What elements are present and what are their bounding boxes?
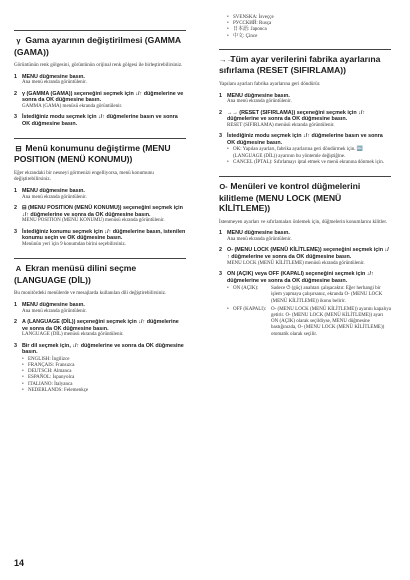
step-instruction: İstediğiniz modu seçmek için ↓/↑ düğmelerine basın ve sonra OK düğmesine basın. (227, 133, 383, 146)
step-3: 3 İstediğiniz konumu seçmek için ↓/↑ düğmelerine basın, istenilen konumu seçin ve OK düğmesine basın. Menünün yeri için 9 konumdan birini seçebilirsiniz. (14, 228, 186, 247)
step-2: 2 γ (GAMMA (GAMA)) seçeneğini seçmek için ↓/↑ düğmelerine ve sonra da OK düğmesine basın. GAMMA (GAMA) menüsü ekranda görüntülenir. (14, 91, 186, 111)
step-result: Ana menü ekranda görüntülenir. (22, 80, 87, 86)
reset-options-list (227, 147, 391, 166)
lock-options-list (227, 286, 391, 338)
section-title-menu-lock: O- Menüleri ve kontrol düğmelerini kilitleme (MENU LOCK (MENÜ KİLİTLEME)) (219, 180, 361, 214)
step-3: 3 İstediğiniz modu seçmek için ↓/↑ düğmelerine basın ve sonra OK düğmesine basın. (14, 114, 186, 127)
step-instruction: ⊟ (MENU POSITION (MENÜ KONUMU)) seçeneğini seçmek için ↓/↑ düğmelerine ve sonra da OK düğmesine basın. (22, 204, 183, 218)
step-result: Ana menü ekranda görüntülenir. (22, 194, 87, 200)
step-2: 2 A (LANGUAGE (DİL)) seçeneğini seçmek için ↓/↑ düğmelerine ve sonra da OK düğmesine basın. LANGUAGE (DİL) menüsü ekranda görüntülenir. (14, 319, 186, 339)
step-result: MENU POSITION (MENÜ KONUMU) menüsü ekranda görüntülenir. (22, 218, 165, 224)
step-result: RESET (SIFIRLAMA) menüsü ekranda görüntülenir. (227, 122, 335, 128)
right-column (219, 14, 391, 350)
list-item: • NEDERLANDS: Felemenkçe (22, 388, 186, 394)
step-3: 3 İstediğiniz modu seçmek için ↓/↑ düğmelerine basın ve sonra OK düğmesine basın. • OK: Yapılan ayarları, fabrika ayarlarına geri döndürmek için. 🔤 (LANGUAGE (DİL)) ayarının bu yöntemle değiştiğine. • CANCEL (İPTAL): Sıfırlamayı iptal etmek ve menü ekranına dönmek için. (219, 133, 391, 166)
step-instruction: MENU düğmesine basın. (227, 92, 290, 99)
step-instruction: →→ (RESET (SIFIRLAMA)) seçeneğini seçmek için ↓/↑ düğmelerine ve sonra da OK düğmesine basın. (227, 109, 366, 123)
step-instruction: İstediğiniz konumu seçmek için ↓/↑ düğmelerine basın, istenilen konumu seçin ve OK düğmesine basın. (22, 228, 186, 242)
section-gamma (14, 30, 186, 128)
step-instruction: MENU düğmesine basın. (227, 230, 290, 237)
language-list (22, 357, 186, 394)
section-title-language: A Ekran menüsü dilini seçme (LANGUAGE (DİL)) (14, 263, 137, 285)
step-instruction: A (LANGUAGE (DİL)) seçeneğini seçmek için ↓/↑ düğmelerine ve sonra da OK düğmesine basın. (22, 318, 179, 332)
list-item: • SVENSKA: İsveççe (227, 15, 391, 21)
step-instruction: ON (AÇIK) veya OFF (KAPALI) seçeneğini seçmek için ↓/↑ düğmelerine ve sonra da OK düğmesine basın. (227, 270, 374, 284)
section-title-gamma: γ Gama ayarının değiştirilmesi (GAMMA (GAMA)) (14, 35, 181, 57)
section-title-menu-position: ⊟ Menü konumunu değiştirme (MENU POSITION (MENÜ KONUMU)) (14, 142, 171, 165)
section-intro: İstenmeyen ayarları ve sıfırlamaları önlemek için, düğmelerin konumlarını kilitler. (219, 218, 388, 225)
option-on: • ON (AÇIK): Sadece ⏻ (güç) anahtarı çalışacaktır. Eğer herhangi bir işlem yapmaya çalışırsanız, ekranda O- (MENU LOCK (MENÜ KİLİTLEME)) ikonu belirir. (227, 286, 391, 305)
step-1: 1 MENU düğmesine basın. Ana menü ekranda görüntülenir. (14, 74, 186, 87)
option-off: • OFF (KAPALI): O- (MENU LOCK (MENÜ KİLİTLEME)) ayarını kapalıya getirir. O- (MENU LOCK (MENÜ KİLİTLEME)) ayarı ON (AÇIK) olarak seçildiyse, MENU düğmesine bastığınızda, O- (MENU LOCK (MENÜ KİLİTLEME)) otomatik olarak seçilir. (227, 307, 391, 338)
section-divider (14, 30, 186, 31)
section-menu-position (14, 138, 186, 249)
list-item: • 中文: Çince (227, 34, 391, 40)
page-number: 14 (14, 558, 25, 568)
step-instruction: O- (MENU LOCK (MENÜ KİLİTLEME)) seçeneğini seçmek için ↓/↑ düğmelerine ve sonra da OK düğmesine basın. (227, 247, 389, 260)
section-intro: Bu monitördeki menülerde ve mesajlarda kullanılan dili değiştirebilirsiniz. (14, 290, 167, 297)
step-instruction: MENU düğmesine basın. (22, 73, 85, 80)
list-item: • ESPAÑOL: İspanyolca (22, 375, 186, 381)
list-item: • ITALIANO: İtalyanca (22, 382, 186, 388)
step-instruction: γ (GAMMA (GAMA)) seçeneğini seçmek için ↓/↑ düğmelerine ve sonra da OK düğmesine basın. (22, 90, 184, 104)
step-2: 2 ⊟ (MENU POSITION (MENÜ KONUMU)) seçeneğini seçmek için ↓/↑ düğmelerine ve sonra da OK düğmesine basın. MENU POSITION (MENÜ KONUMU) menüsü ekranda görüntülenir. (14, 205, 186, 225)
step-result: Ana menü ekranda görüntülenir. (227, 99, 292, 105)
step-3: 3 Bir dil seçmek için, ↓/↑ düğmelerine ve sonra da OK düğmesine basın. • ENGLISH: İngilizce • FRANÇAIS: Fransızca • DEUTSCH: Almanca • ESPAÑOL: İspanyolca • ITALIANO: İtalyanca • NEDERLANDS: Felemenkçe (14, 343, 186, 394)
language-icon: A (15, 264, 22, 274)
key-icon: O- (219, 181, 228, 191)
list-item: • 日本語: Japonca (227, 27, 391, 33)
list-item: • РУССКИЙ: Rusça (227, 21, 391, 27)
list-item: • ENGLISH: İngilizce (22, 357, 186, 363)
step-instruction: MENU düğmesine basın. (22, 301, 85, 308)
section-language (14, 258, 186, 394)
step-result: LANGUAGE (DİL) menüsü ekranda görüntülenir. (22, 332, 124, 338)
step-1: 1 MENU düğmesine basın. Ana menü ekranda görüntülenir. (219, 230, 391, 243)
list-item: • OK: Yapılan ayarları, fabrika ayarlarına geri döndürmek için. 🔤 (LANGUAGE (DİL)) ayarının bu yöntemle değiştiğine. (227, 147, 391, 159)
section-divider (219, 49, 391, 50)
step-result: Ana menü ekranda görüntülenir. (22, 308, 87, 314)
step-3: 3 ON (AÇIK) veya OFF (KAPALI) seçeneğini seçmek için ↓/↑ düğmelerine ve sonra da OK düğmesine basın. • ON (AÇIK): Sadece ⏻ (güç) anahtarı çalışacaktır. Eğer herhangi bir işlem yapmaya çalışırsanız, ekranda O- (MENU LOCK (MENÜ KİLİTLEME)) ikonu belirir. • OFF (KAPALI): O- (MENU LOCK (MENÜ KİLİTLEME)) ayarını kapalıya getirir. O- (MENU LOCK (MENÜ KİLİTLEME)) ayarı ON (AÇIK) olarak seçildiyse, MENU düğmesine bastığınızda, O- (MENU LOCK (MENÜ KİLİTLEME)) otomatik olarak seçilir. (219, 271, 391, 340)
step-instruction: Bir dil seçmek için, ↓/↑ düğmelerine ve sonra da OK düğmesine basın. (22, 342, 184, 356)
list-item: • FRANÇAIS: Fransızca (22, 363, 186, 369)
step-instruction: İstediğiniz modu seçmek için ↓/↑ düğmelerine basın ve sonra OK düğmesine basın. (22, 114, 178, 127)
step-2: 2 →→ (RESET (SIFIRLAMA)) seçeneğini seçmek için ↓/↑ düğmelerine ve sonra da OK düğmesine basın. RESET (SIFIRLAMA) menüsü ekranda görüntülenir. (219, 110, 391, 130)
step-result: MENU LOCK (MENÜ KİLİTLEME) menüsü ekranda görüntülenir. (227, 260, 365, 266)
section-intro: Yapılanı ayarları fabrika ayarlarına geri döndürür. (219, 81, 321, 87)
section-intro: Eğer ekrandaki bir nesneyi görmenizi engelliyorsa, menü konumunu değiştirebilirsiniz. (14, 169, 154, 183)
section-divider (219, 176, 391, 177)
language-list-continued (219, 15, 391, 40)
step-instruction: MENU düğmesine basın. (22, 187, 85, 194)
step-1: 1 MENU düğmesine basın. Ana menü ekranda görüntülenir. (219, 93, 391, 106)
step-result: Menünün yeri için 9 konumdan birini seçebilirsiniz. (22, 241, 127, 247)
section-divider (14, 138, 186, 139)
step-result: Ana menü ekranda görüntülenir. (227, 236, 292, 242)
list-item: • DEUTSCH: Almanca (22, 369, 186, 375)
step-result: GAMMA (GAMA) menüsü ekranda görüntülenir. (22, 103, 123, 109)
gamma-icon: γ (16, 36, 21, 45)
reset-icon: →→ (219, 54, 234, 64)
left-column (14, 30, 186, 404)
section-divider (14, 258, 186, 259)
section-intro: Görüntünün renk gölgesini, görüntünün orijinal renk gölgesi ile birleştirebilirsiniz. (14, 62, 183, 69)
section-reset (219, 49, 391, 166)
section-title-reset: →→ Tüm ayar verilerini fabrika ayarlarına sıfırlama (RESET (SIFIRLAMA)) (219, 53, 381, 76)
section-menu-lock (219, 176, 391, 340)
step-1: 1 MENU düğmesine basın. Ana menü ekranda görüntülenir. (14, 302, 186, 315)
step-2: 2 O- (MENU LOCK (MENÜ KİLİTLEME)) seçeneğini seçmek için ↓/↑ düğmelerine ve sonra da OK düğmesine basın. MENU LOCK (MENÜ KİLİTLEME) menüsü ekranda görüntülenir. (219, 247, 391, 267)
step-1: 1 MENU düğmesine basın. Ana menü ekranda görüntülenir. (14, 188, 186, 201)
list-item: • CANCEL (İPTAL): Sıfırlamayı iptal etmek ve menü ekranına dönmek için. (227, 160, 391, 166)
menu-position-icon: ⊟ (15, 143, 22, 153)
